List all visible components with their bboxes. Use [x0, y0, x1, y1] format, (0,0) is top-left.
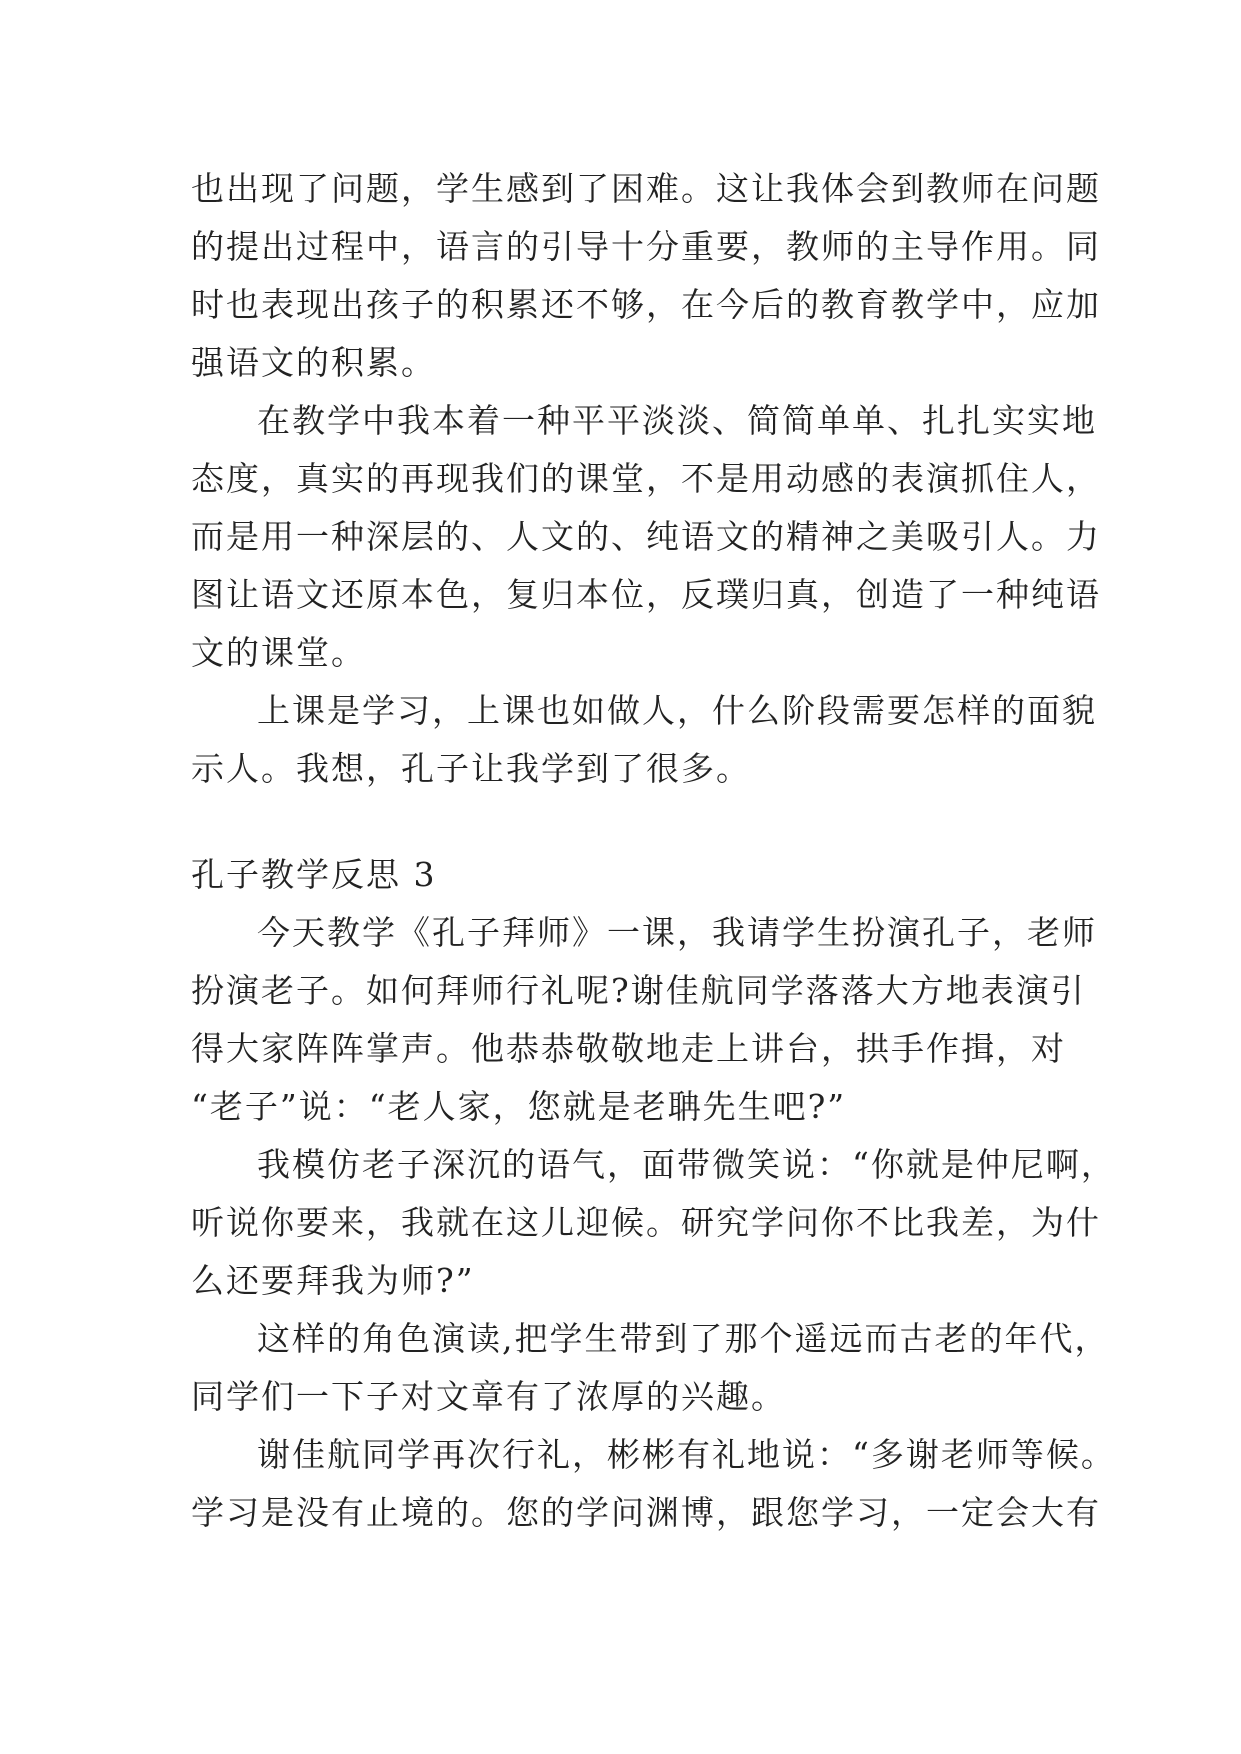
paragraph-line: 示人。我想，孔子让我学到了很多。	[191, 749, 751, 788]
paragraph-line: 学习是没有止境的。您的学问渊博，跟您学习，一定会大有	[191, 1493, 1101, 1532]
paragraph-line: 这样的角色演读,把学生带到了那个遥远而古老的年代，	[257, 1319, 1110, 1358]
paragraph-line: 我模仿老子深沉的语气，面带微笑说：“你就是仲尼啊，	[257, 1145, 1116, 1184]
paragraph-line: 得大家阵阵掌声。他恭恭敬敬地走上讲台，拱手作揖，对	[191, 1029, 1066, 1068]
paragraph-line: 态度，真实的再现我们的课堂，不是用动感的表演抓住人，	[191, 459, 1101, 498]
paragraph-line: 而是用一种深层的、人文的、纯语文的精神之美吸引人。力	[191, 517, 1101, 556]
paragraph-line: “老子”说：“老人家，您就是老聃先生吧?”	[191, 1087, 847, 1126]
paragraph-line: 时也表现出孩子的积累还不够，在今后的教育教学中，应加	[191, 285, 1101, 324]
paragraph-line: 强语文的积累。	[191, 343, 436, 382]
paragraph-line: 听说你要来，我就在这儿迎候。研究学问你不比我差，为什	[191, 1203, 1101, 1242]
section-spacer	[191, 798, 1061, 846]
paragraph-line: 图让语文还原本色，复归本位，反璞归真，创造了一种纯语	[191, 575, 1101, 614]
paragraph-line: 谢佳航同学再次行礼，彬彬有礼地说：“多谢老师等候。	[257, 1435, 1116, 1474]
paragraph-line: 文的课堂。	[191, 633, 366, 672]
paragraph-line: 今天教学《孔子拜师》一课，我请学生扮演孔子，老师	[257, 913, 1097, 952]
paragraph-line: 在教学中我本着一种平平淡淡、简简单单、扎扎实实地	[257, 401, 1097, 440]
paragraph-line: 上课是学习，上课也如做人，什么阶段需要怎样的面貌	[257, 691, 1097, 730]
section-title: 孔子教学反思 3	[191, 855, 437, 894]
paragraph-line: 的提出过程中，语言的引导十分重要，教师的主导作用。同	[191, 227, 1101, 266]
paragraph-line: 么还要拜我为师?”	[191, 1261, 475, 1300]
document-body	[191, 160, 1116, 1542]
paragraph-line: 也出现了问题，学生感到了困难。这让我体会到教师在问题	[191, 169, 1101, 208]
paragraph-line: 同学们一下子对文章有了浓厚的兴趣。	[191, 1377, 786, 1416]
paragraph-line: 扮演老子。如何拜师行礼呢?谢佳航同学落落大方地表演引	[191, 971, 1086, 1010]
